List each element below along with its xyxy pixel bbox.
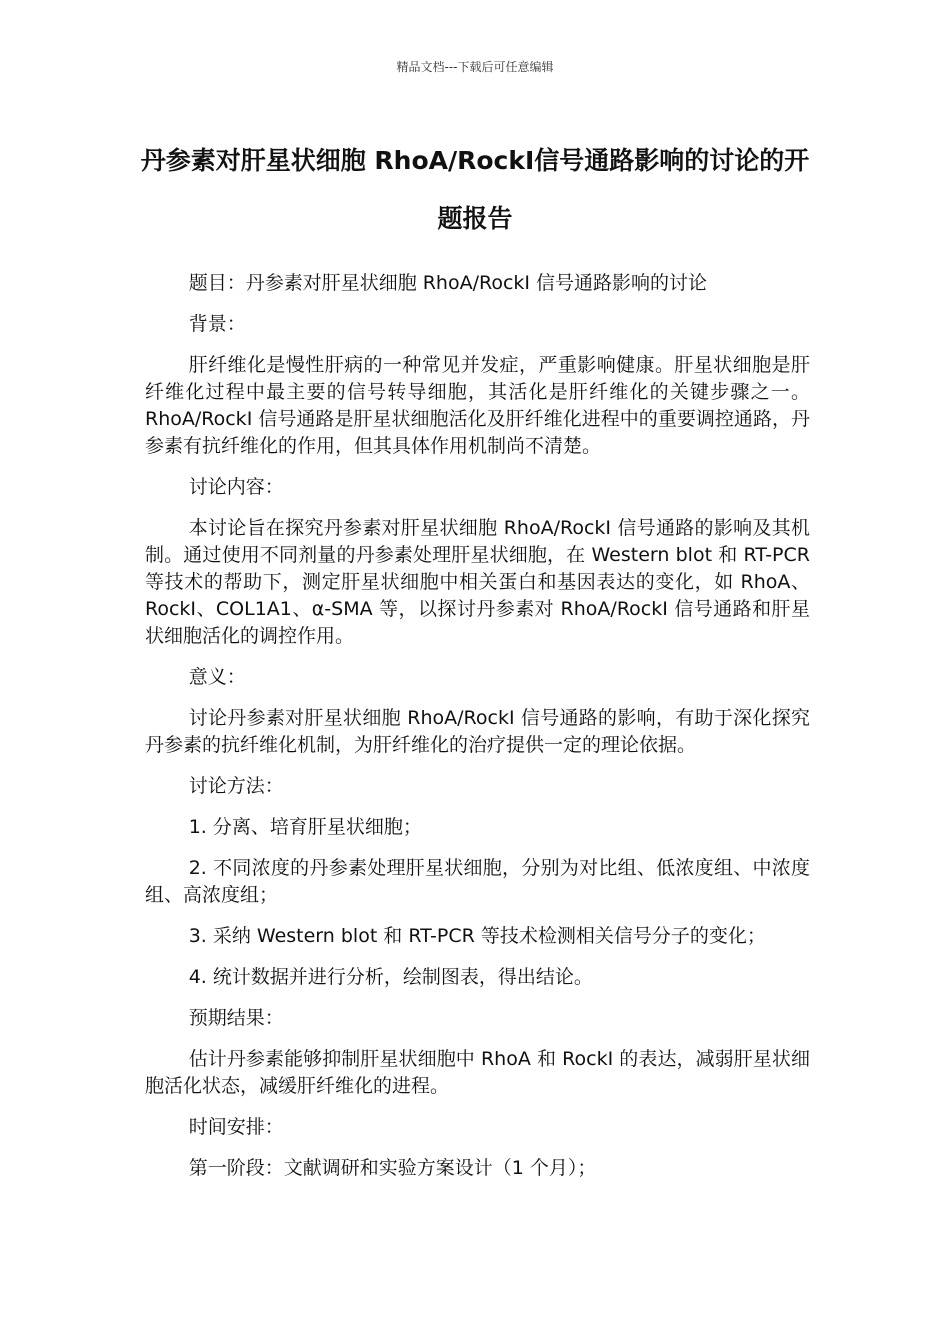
paragraph-expected-results: 估计丹参素能够抑制肝星状细胞中 RhoA 和 RockI 的表达，减弱肝星状细胞活化状态，减缓肝纤维化的进程。 <box>145 1048 810 1097</box>
heading-expected-results: 预期结果： <box>188 1007 284 1029</box>
document-body <box>145 270 810 1196</box>
heading-content: 讨论内容： <box>188 476 284 498</box>
document-title: 丹参素对肝星状细胞 RhoA/RockⅠ信号通路影响的讨论的开题报告 <box>140 146 810 233</box>
schedule-item-1: 第一阶段：文献调研和实验方案设计（1 个月）； <box>188 1157 597 1179</box>
paragraph-significance: 讨论丹参素对肝星状细胞 RhoA/RockI 信号通路的影响，有助于深化探究丹参素的抗纤维化机制，为肝纤维化的治疗提供一定的理论依据。 <box>145 707 810 756</box>
paragraph-background: 肝纤维化是慢性肝病的一种常见并发症，严重影响健康。肝星状细胞是肝纤维化过程中最主要的信号转导细胞，其活化是肝纤维化的关键步骤之一。RhoA/RockI 信号通路是肝星状细胞活化及肝纤维化进程中的重要调控通路，丹参素有抗纤维化的作用，但其具体作用机制尚不清楚。 <box>145 354 810 457</box>
paragraph-content: 本讨论旨在探究丹参素对肝星状细胞 RhoA/RockI 信号通路的影响及其机制。通过使用不同剂量的丹参素处理肝星状细胞，在 Western blot 和 RT-PCR 等技术的帮助下，测定肝星状细胞中相关蛋白和基因表达的变化，如 RhoA、RockI、COL1A1、α-SMA 等，以探讨丹参素对 RhoA/RockI 信号通路和肝星状细胞活化的调控作用。 <box>145 517 810 647</box>
heading-schedule: 时间安排： <box>188 1116 284 1138</box>
page-header-note: 精品文档---下载后可任意编辑 <box>396 60 554 74</box>
heading-methods: 讨论方法： <box>188 775 284 797</box>
method-item-1: 1. 分离、培育肝星状细胞； <box>188 816 422 838</box>
paragraph-topic: 题目：丹参素对肝星状细胞 RhoA/RockI 信号通路影响的讨论 <box>188 272 708 294</box>
heading-significance: 意义： <box>188 666 246 688</box>
heading-background: 背景： <box>188 313 246 335</box>
method-item-3: 3. 采纳 Western blot 和 RT-PCR 等技术检测相关信号分子的变化； <box>188 925 766 947</box>
method-item-4: 4. 统计数据并进行分析，绘制图表，得出结论。 <box>188 966 593 988</box>
method-item-2: 2. 不同浓度的丹参素处理肝星状细胞，分别为对比组、低浓度组、中浓度组、高浓度组； <box>145 857 810 906</box>
